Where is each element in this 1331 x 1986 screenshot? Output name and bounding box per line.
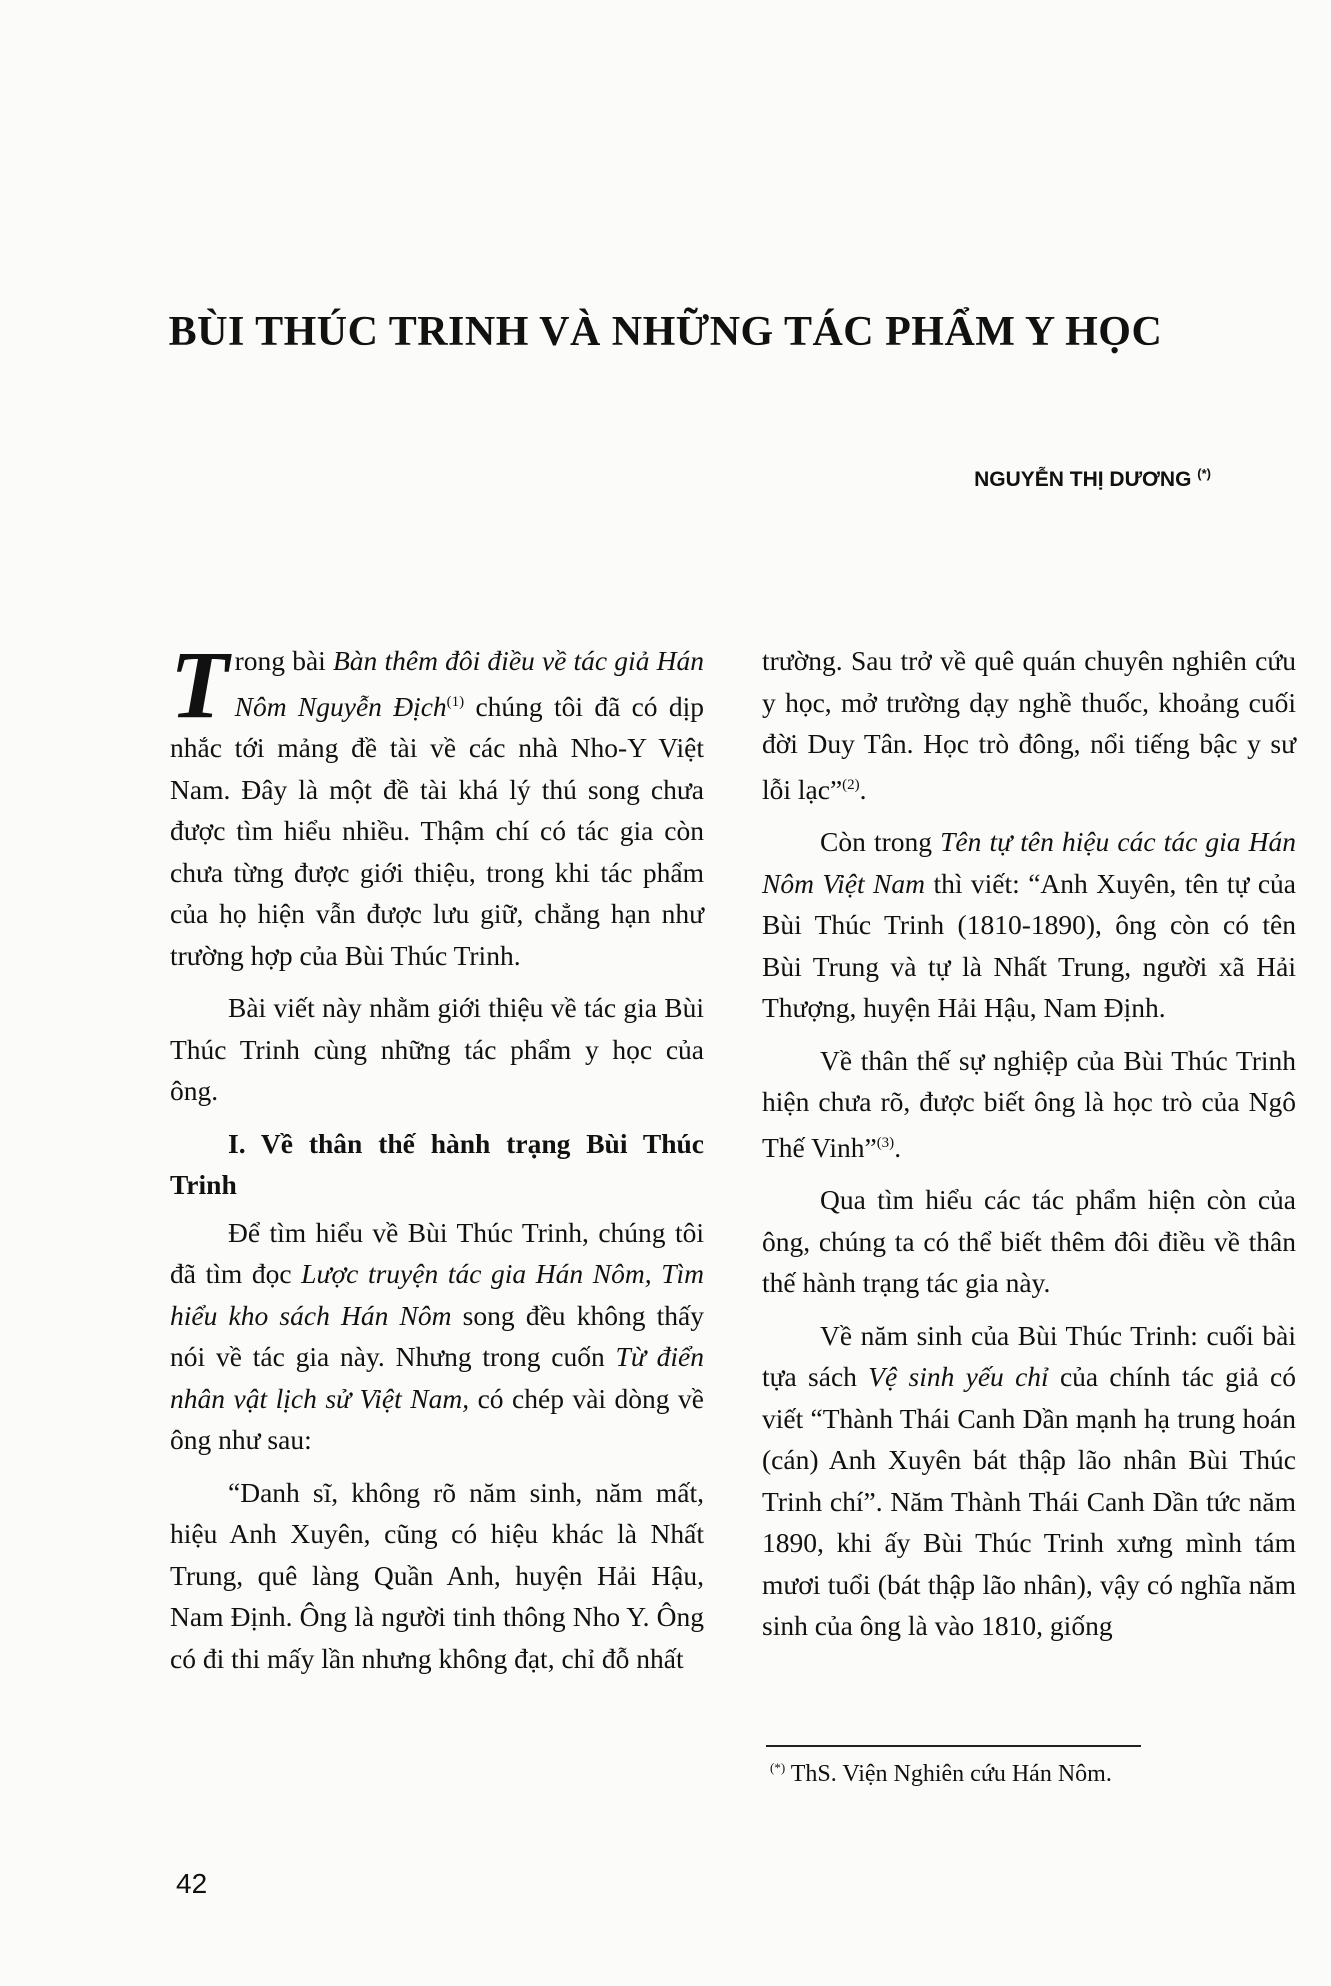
text-run: Về năm sinh của Bùi Thúc Trinh: cuối bài tựa sách (762, 1319, 1296, 1393)
work-title: Vệ sinh yếu chỉ (868, 1361, 1049, 1393)
work-title: Tên tự tên hiệu các tác gia Hán Nôm Việt Nam (762, 826, 1297, 899)
work-title: Từ điển nhân vật lịch sử Việt Nam, (170, 1341, 704, 1414)
paragraph (170, 1212, 704, 1461)
left-column (170, 631, 704, 1690)
paragraph (762, 821, 1296, 1029)
work-title: Lược truyện tác gia Hán Nôm, Tìm hiểu kho sách Hán Nôm (170, 1258, 704, 1331)
paragraph (762, 1315, 1296, 1647)
text-run: thì viết: “Anh Xuyên, tên tự của Bùi Thúc Trinh (1810-1890), ông còn có tên Bùi Trung và tự là Nhất Trung, người xã Hải Thượng, huyện Hải Hậu, Nam Định. (762, 867, 1296, 1024)
author-footnote-mark: (*) (1197, 466, 1211, 481)
footnote (770, 1760, 1112, 1788)
text-run: rong bài (234, 645, 333, 676)
intro-paragraph (170, 631, 704, 976)
author-name (974, 466, 1211, 492)
paragraph (762, 640, 1296, 810)
work-title: Bàn thêm đôi điều về tác giả Hán Nôm Nguyễn Địch (234, 645, 704, 722)
footnote-ref: (1) (446, 693, 465, 710)
paragraph: Bài viết này nhằm giới thiệu về tác gia Bùi Thúc Trinh cùng những tác phẩm y học của ông. (170, 992, 704, 1107)
right-column (762, 640, 1296, 1658)
quotation: “Danh sĩ, không rõ năm sinh, năm mất, hiệu Anh Xuyên, cũng có hiệu khác là Nhất Trung, quê làng Quần Anh, huyện Hải Hậu, Nam Định. Ông là người tinh thông Nho Y. Ông có đi thi mấy lần nhưng không đạt, chỉ đỗ nhất (170, 1476, 704, 1674)
page-number: 42 (176, 1868, 208, 1899)
footnote-divider (766, 1745, 1141, 1747)
drop-cap: T (170, 631, 229, 738)
author-name-text: NGUYỄN THỊ DƯƠNG (974, 468, 1192, 491)
text-run: có chép vài dòng về ông như sau: (170, 1382, 704, 1456)
text-run: Để tìm hiểu về Bùi Thúc Trinh, chúng tôi đã tìm đọc (170, 1216, 704, 1290)
text-run: Còn trong (820, 826, 941, 858)
section-heading: I. Về thân thế hành trạng Bùi Thúc Trinh (170, 1127, 704, 1201)
footnote-ref: (2) (842, 776, 860, 793)
text-run: . (894, 1131, 902, 1163)
text-run: chúng tôi đã có dịp nhắc tới mảng đề tài về các nhà Nho-Y Việt Nam. Đây là một đề tài khá lý thú song chưa được tìm hiểu nhiều. Thậm chí có tác gia còn chưa từng được giới thiệu, trong khi tác phẩm của họ hiện vẫn được lưu giữ, chẳng hạn như trường hợp của Bùi Thúc Trinh. (170, 690, 704, 971)
text-run: . (859, 773, 867, 805)
footnote-ref: (3) (876, 1134, 895, 1151)
article-title: BÙI THÚC TRINH VÀ NHỮNG TÁC PHẨM Y HỌC (168, 309, 1163, 355)
paragraph (762, 1040, 1296, 1169)
text-run: trường. Sau trở về quê quán chuyên nghiên cứu y học, mở trường dạy nghề thuốc, khoảng cuối đời Duy Tân. Học trò đông, nổi tiếng bậc y sư lỗi lạc” (762, 645, 1296, 805)
text-run: Về thân thế sự nghiệp của Bùi Thúc Trinh hiện chưa rõ, được biết ông là học trò của Ngô Thế Vinh” (762, 1044, 1296, 1163)
paragraph: Qua tìm hiểu các tác phẩm hiện còn của ông, chúng ta có thể biết thêm đôi điều về thân thế hành trạng tác gia này. (762, 1184, 1296, 1299)
text-run: của chính tác giả có viết “Thành Thái Canh Dần mạnh hạ trung hoán (cán) Anh Xuyên bát thập lão nhân Bùi Thúc Trinh chí”. Năm Thành Thái Canh Dần tức năm 1890, khi ấy Bùi Thúc Trinh xưng mình tám mươi tuổi (bát thập lão nhân), vậy có nghĩa năm sinh của ông là vào 1810, giống (762, 1361, 1296, 1642)
footnote-text: ThS. Viện Nghiên cứu Hán Nôm. (785, 1761, 1112, 1787)
footnote-mark: (*) (770, 1760, 786, 1775)
text-run: song đều không thấy nói về tác gia này. Nhưng trong cuốn (170, 1299, 704, 1373)
